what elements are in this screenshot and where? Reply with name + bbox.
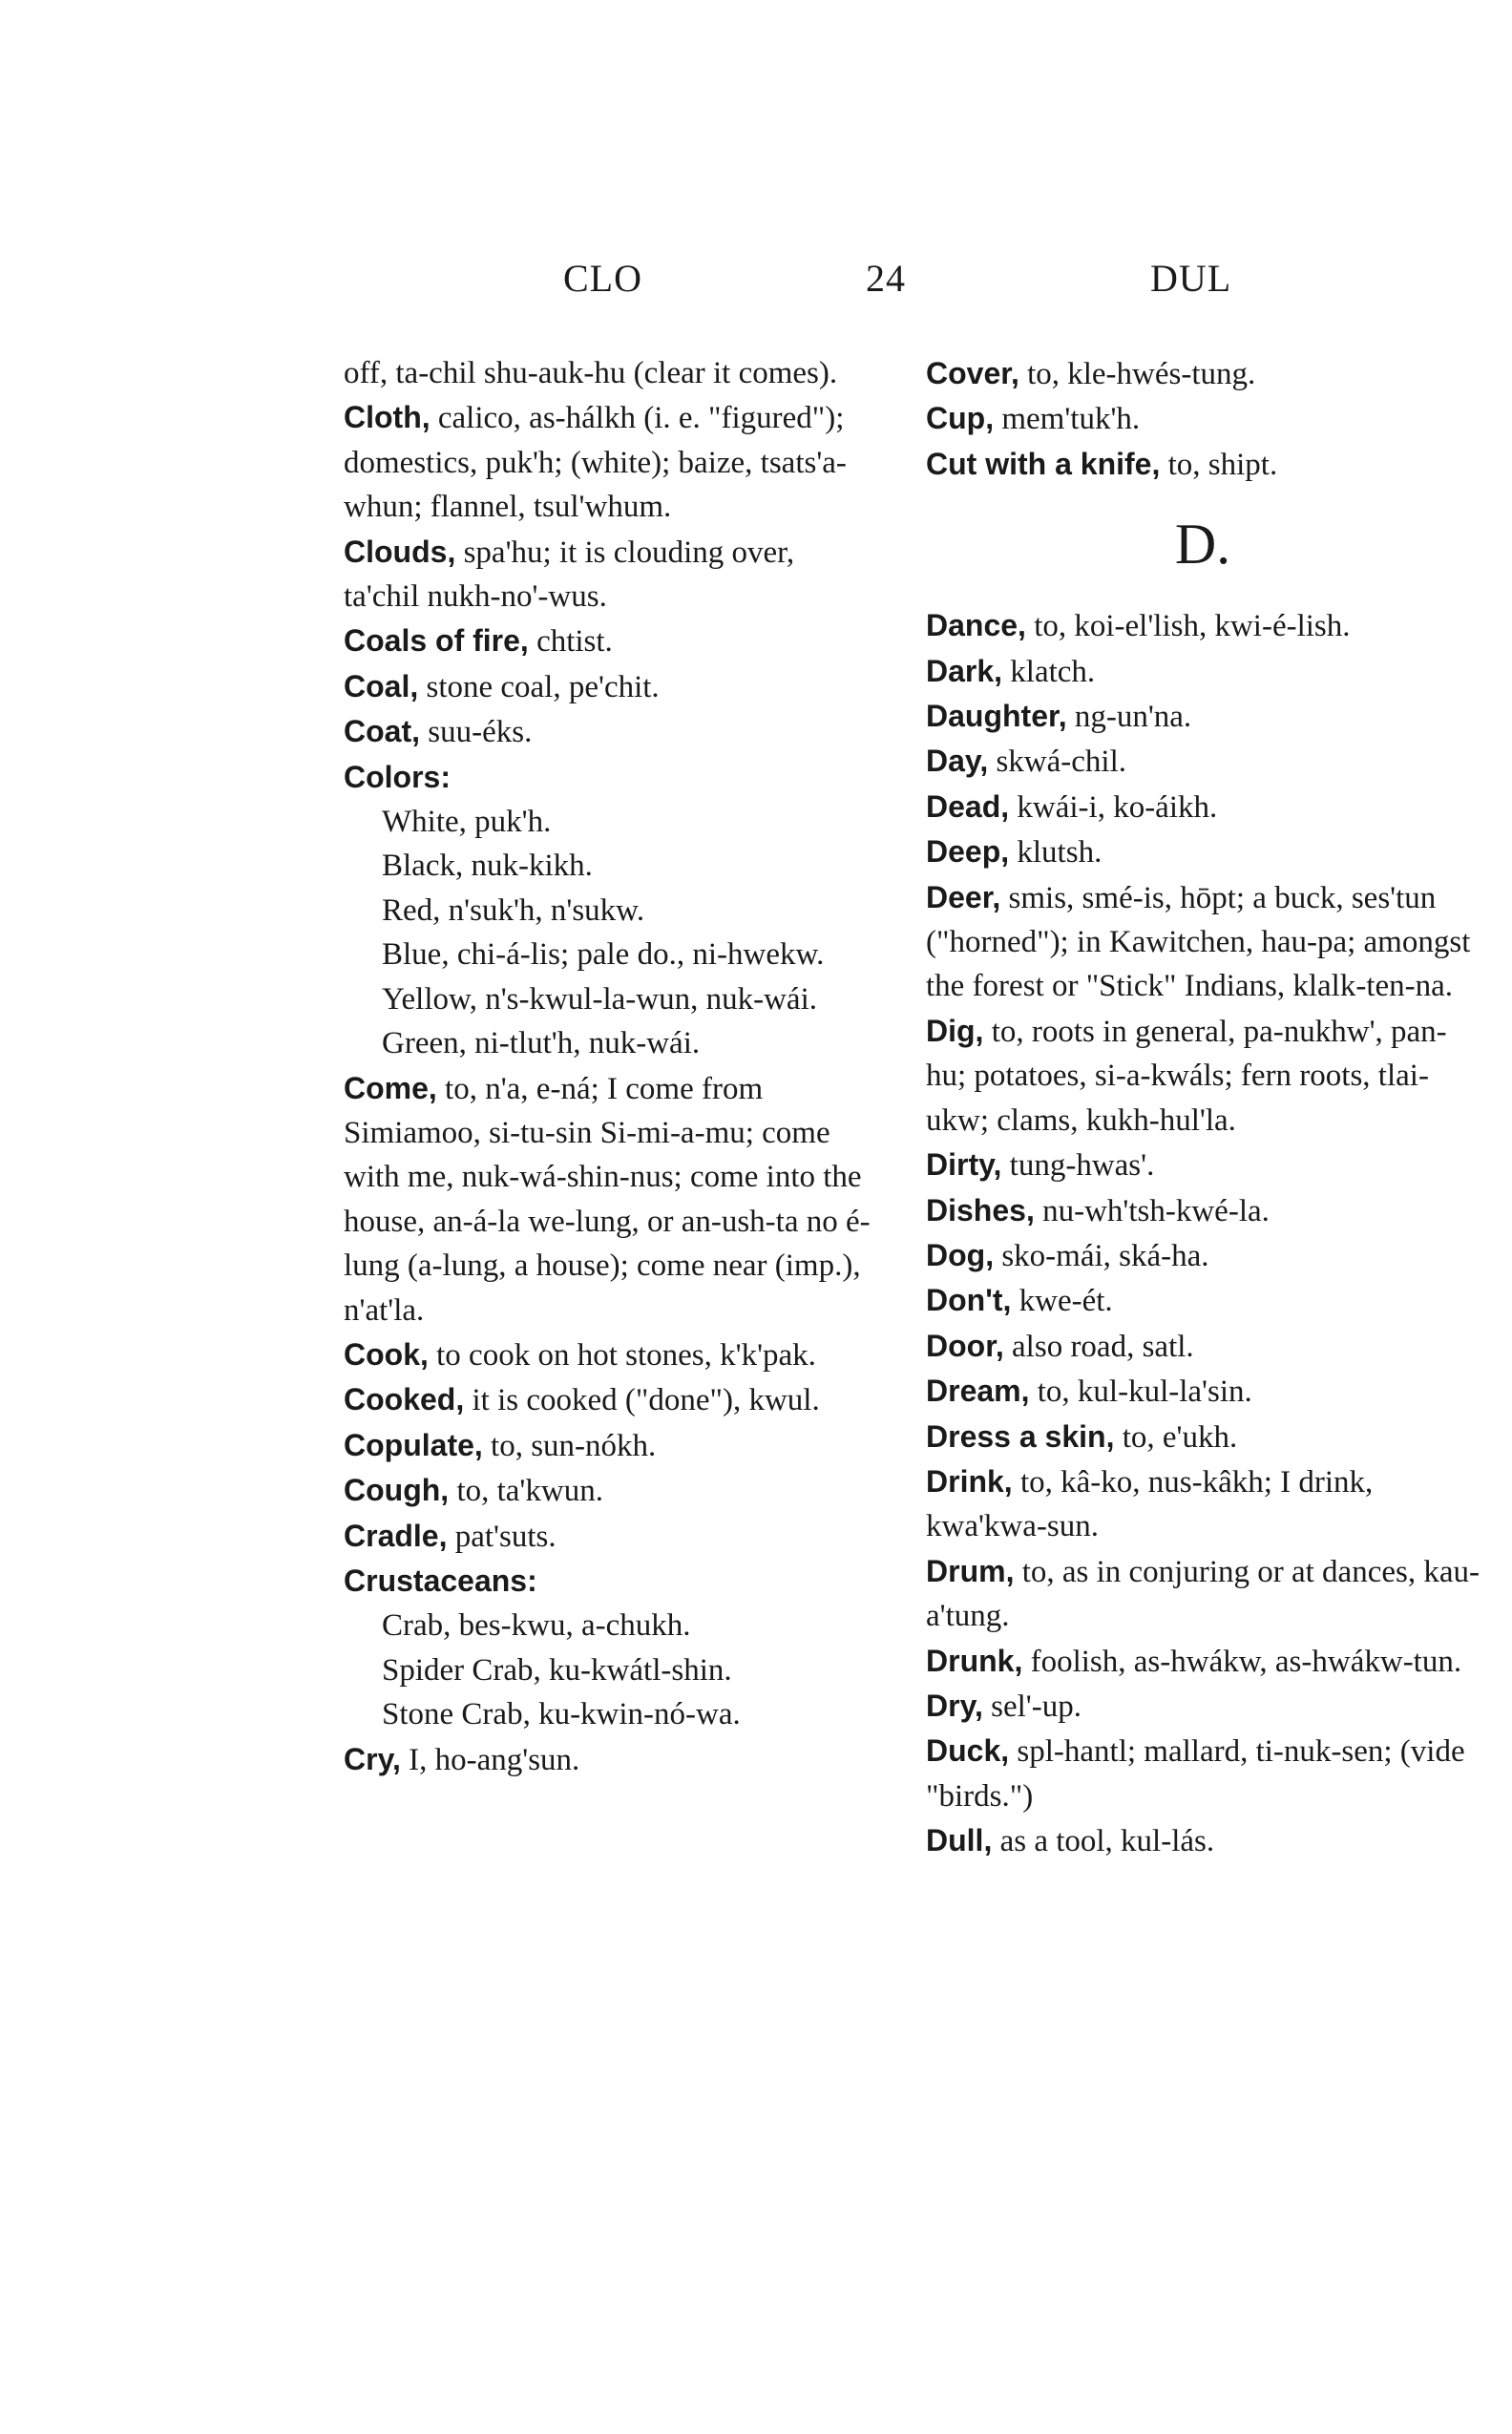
dictionary-entry: Dishes, nu-wh'tsh-kwé-la. xyxy=(926,1192,1270,1228)
headword: Dance, xyxy=(926,608,1026,643)
header-right-guide-word: DUL xyxy=(1150,257,1232,300)
dictionary-entry: Cut with a knife, to, shipt. xyxy=(926,446,1278,482)
headword: Cradle, xyxy=(344,1518,448,1553)
headword: Dog, xyxy=(926,1237,995,1272)
headword: Drum, xyxy=(926,1553,1015,1588)
headword: Dull, xyxy=(926,1823,993,1858)
headword: Cook, xyxy=(344,1336,429,1372)
headword: Cloth, xyxy=(344,400,430,435)
header-left-guide-word: CLO xyxy=(563,257,642,300)
headword: Drunk, xyxy=(926,1643,1023,1678)
headword: Dream, xyxy=(926,1374,1030,1409)
dictionary-subentry: Yellow, n's-kwul-la-wun, nuk-wái. xyxy=(382,981,817,1017)
headword: Cut with a knife, xyxy=(926,446,1161,481)
dictionary-entry: Deep, klutsh. xyxy=(926,834,1102,871)
dictionary-subentry: Red, n'suk'h, n'sukw. xyxy=(382,892,645,928)
dictionary-entry: off, ta-chil shu-auk-hu (clear it comes). xyxy=(344,356,838,390)
dictionary-entry: Cup, mem'tuk'h. xyxy=(926,401,1141,437)
headword: Duck, xyxy=(926,1733,1010,1769)
dictionary-subentry: Black, nuk-kikh. xyxy=(382,849,593,884)
dictionary-entry: Coal, stone coal, pe'chit. xyxy=(344,668,660,704)
dictionary-entry: Door, also road, satl. xyxy=(926,1328,1194,1364)
dictionary-entry: Dig, to, roots in general, pa-nukhw', pan-hu; potatoes, si-a-kwáls; fern roots, tlai-ukw; clams, kukh-hul'la. xyxy=(926,1013,1447,1138)
headword: Deer, xyxy=(926,879,1001,914)
dictionary-subentry: Spider Crab, ku-kwátl-shin. xyxy=(382,1652,732,1688)
dictionary-entry: Drum, to, as in conjuring or at dances, kau-a'tung. xyxy=(926,1553,1480,1634)
headword: Coals of fire, xyxy=(344,623,529,659)
headword: Dishes, xyxy=(926,1192,1035,1227)
headword: Coal, xyxy=(344,668,419,703)
dictionary-entry: Drink, to, kâ-ko, nus-kâkh; I drink, kwa'kwa-sun. xyxy=(926,1463,1374,1544)
dictionary-entry: Cough, to, ta'kwun. xyxy=(344,1473,603,1509)
dictionary-entry: Dream, to, kul-kul-la'sin. xyxy=(926,1374,1252,1410)
dictionary-entry: Dry, sel'-up. xyxy=(926,1688,1082,1724)
dictionary-entry: Cry, I, ho-ang'sun. xyxy=(344,1741,580,1777)
headword: Dead, xyxy=(926,788,1010,824)
headword: Coat, xyxy=(344,714,420,749)
dictionary-entry: Dirty, tung-hwas'. xyxy=(926,1147,1155,1184)
headword: Don't, xyxy=(926,1283,1012,1318)
page-number: 24 xyxy=(866,257,906,300)
dictionary-subentry: Stone Crab, ku-kwin-nó-wa. xyxy=(382,1697,741,1732)
headword: Come, xyxy=(344,1070,437,1105)
dictionary-entry: Dance, to, koi-el'lish, kwi-é-lish. xyxy=(926,608,1351,644)
right-column xyxy=(926,351,1480,1864)
headword: Door, xyxy=(926,1328,1004,1363)
dictionary-entry: Drunk, foolish, as-hwákw, as-hwákw-tun. xyxy=(926,1643,1462,1679)
dictionary-entry: Deer, smis, smé-is, hōpt; a buck, ses'tun ("horned"); in Kawitchen, hau-pa; amongst the forest or "Stick" Indians, klalk-ten-na. xyxy=(926,879,1471,1004)
dictionary-subentry: White, puk'h. xyxy=(382,805,552,840)
dictionary-entry: Coat, suu-éks. xyxy=(344,714,533,750)
dictionary-subentry: Blue, chi-á-lis; pale do., ni-hwekw. xyxy=(382,937,825,973)
dictionary-entry: Don't, kwe-ét. xyxy=(926,1283,1113,1319)
headword: Cooked, xyxy=(344,1382,465,1417)
dictionary-entry: Dead, kwái-i, ko-áikh. xyxy=(926,788,1218,825)
headword: Dress a skin, xyxy=(926,1418,1115,1454)
dictionary-entry: Copulate, to, sun-nókh. xyxy=(344,1427,657,1463)
headword: Crustaceans: xyxy=(344,1563,537,1598)
dictionary-entry: Come, to, n'a, e-ná; I come from Simiamoo, si-tu-sin Si-mi-a-mu; come with me, nuk-wá-shin-nus; come into the house, an-á-la we-lung, or an-ush-ta no é-lung (a-lung, a house); come near (imp.), n'at'la. xyxy=(344,1070,871,1328)
headword: Dark, xyxy=(926,653,1003,688)
dictionary-entry: Dress a skin, to, e'ukh. xyxy=(926,1418,1238,1455)
headword: Drink, xyxy=(926,1463,1013,1499)
headword: Dig, xyxy=(926,1013,984,1048)
dictionary-entry: Day, skwá-chil. xyxy=(926,744,1127,780)
dictionary-subentry: Crab, bes-kwu, a-chukh. xyxy=(382,1608,691,1644)
headword: Cry, xyxy=(344,1741,401,1776)
headword: Dirty, xyxy=(926,1147,1002,1183)
headword: Day, xyxy=(926,744,989,779)
dictionary-entry: Dog, sko-mái, ská-ha. xyxy=(926,1237,1209,1273)
dictionary-entry: Cooked, it is cooked ("done"), kwul. xyxy=(344,1382,820,1418)
dictionary-subentry: Green, ni-tlut'h, nuk-wái. xyxy=(382,1026,701,1061)
running-header xyxy=(0,256,1512,304)
dictionary-entry: Dull, as a tool, kul-lás. xyxy=(926,1823,1215,1859)
dictionary-entry xyxy=(344,1559,873,1604)
headword: Daughter, xyxy=(926,699,1067,734)
dictionary-entry: Cradle, pat'suts. xyxy=(344,1518,556,1554)
headword: Clouds, xyxy=(344,534,456,569)
headword: Cover, xyxy=(926,356,1019,390)
dictionary-entry: Cloth, calico, as-hálkh (i. e. "figured"); domestics, puk'h; (white); baize, tsats'a-whun; flannel, tsul'whum. xyxy=(344,400,847,525)
headword: Deep, xyxy=(926,834,1010,870)
dictionary-entry: Daughter, ng-un'na. xyxy=(926,699,1192,735)
dictionary-entry: Cover, to, kle-hwés-tung. xyxy=(926,356,1256,391)
headword: Cough, xyxy=(344,1473,450,1508)
section-letter-heading: D. xyxy=(1174,513,1231,577)
headword: Colors: xyxy=(344,759,451,794)
dictionary-entry: Clouds, spa'hu; it is clouding over, ta'chil nukh-no'-wus. xyxy=(344,534,795,615)
dictionary-entry: Dark, klatch. xyxy=(926,653,1096,689)
headword: Cup, xyxy=(926,401,995,436)
dictionary-entry xyxy=(344,755,873,800)
dictionary-entry: Coals of fire, chtist. xyxy=(344,623,613,660)
headword: Dry, xyxy=(926,1688,983,1723)
headword: Copulate, xyxy=(344,1427,483,1462)
dictionary-entry: Duck, spl-hantl; mallard, ti-nuk-sen; (vide "birds.") xyxy=(926,1733,1465,1814)
left-column xyxy=(344,351,873,1782)
dictionary-entry: Cook, to cook on hot stones, k'k'pak. xyxy=(344,1336,816,1373)
